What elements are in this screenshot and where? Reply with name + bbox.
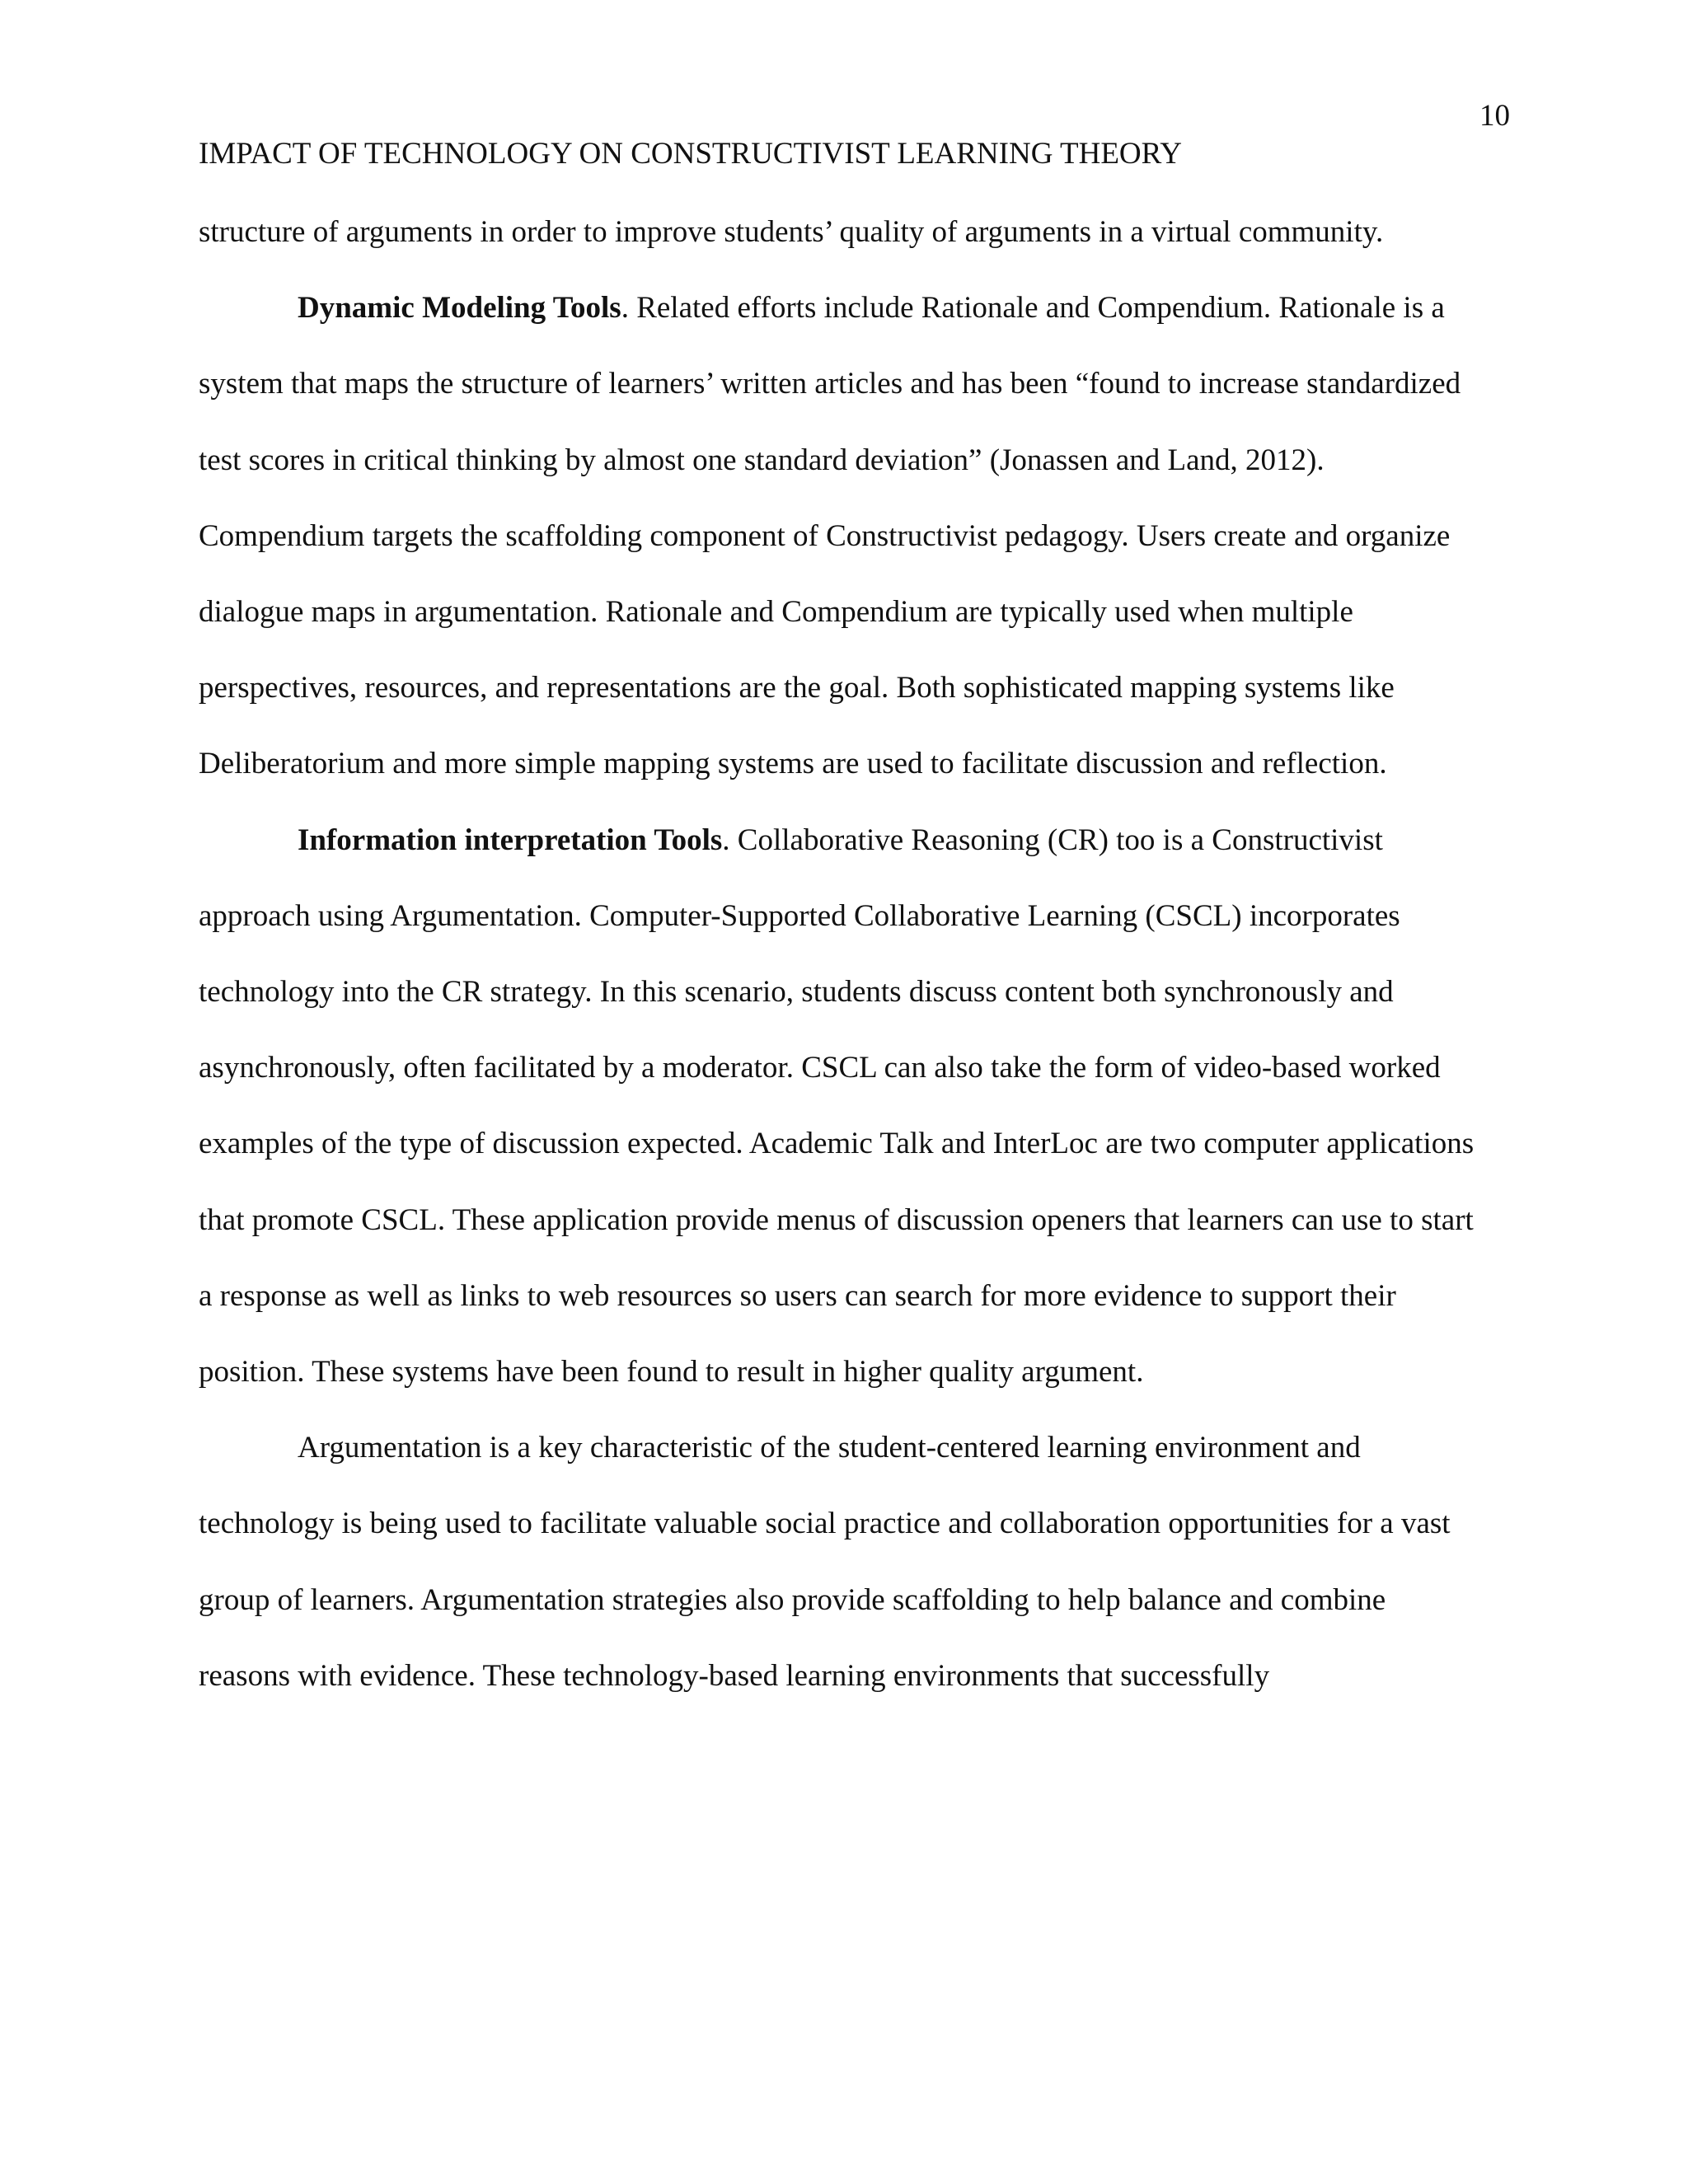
body-text bbox=[199, 194, 1484, 1714]
paragraph-dynamic-modeling-tools bbox=[199, 270, 1484, 802]
section-heading-information-interpretation-tools: Information interpretation Tools bbox=[298, 823, 723, 857]
paragraph-argumentation bbox=[199, 1410, 1484, 1714]
paragraph-continuation bbox=[199, 194, 1484, 270]
section-heading-dynamic-modeling-tools: Dynamic Modeling Tools bbox=[298, 291, 621, 326]
paragraph-text: . Related efforts include Rationale and Compendium. Rationale is a system that maps the structure of learners’ written articles and has been “found to increase standardized test scores in critical thinking by almost one standard deviation” (Jonassen and Land, 2012). Compendium targets the scaffolding component of Constructivist pedagogy. Users create and organize dialogue maps in argumentation. Rationale and Compendium are typically used when multiple perspectives, resources, and representations are the goal. Both sophisticated mapping systems like Deliberatorium and more simple mapping systems are used to facilitate discussion and reflection. bbox=[199, 291, 1461, 781]
page-number: 10 bbox=[1479, 99, 1510, 133]
paragraph-text: . Collaborative Reasoning (CR) too is a Constructivist approach using Argumentation. Computer-Supported Collaborative Learning (CSCL) incorporates technology into the CR strategy. In this scenario, students discuss content both synchronously and asynchronously, often facilitated by a moderator. CSCL can also take the form of video-based worked examples of the type of discussion expected. Academic Talk and InterLoc are two computer applications that promote CSCL. These application provide menus of discussion openers that learners can use to start a response as well as links to web resources so users can search for more evidence to support their position. These systems have been found to result in higher quality argument. bbox=[199, 823, 1475, 1390]
running-head: IMPACT OF TECHNOLOGY ON CONSTRUCTIVIST LEARNING THEORY bbox=[199, 137, 1182, 171]
paragraph-text: structure of arguments in order to improve students’ quality of arguments in a virtual community. bbox=[199, 215, 1384, 249]
paragraph-text: Argumentation is a key characteristic of the student-centered learning environment and technology is being used to facilitate valuable social practice and collaboration opportunities for a vast group of learners. Argumentation strategies also provide scaffolding to help balance and combine reasons with evidence. These technology-based learning environments that successfully bbox=[199, 1431, 1451, 1693]
paragraph-information-interpretation-tools bbox=[199, 803, 1484, 1411]
